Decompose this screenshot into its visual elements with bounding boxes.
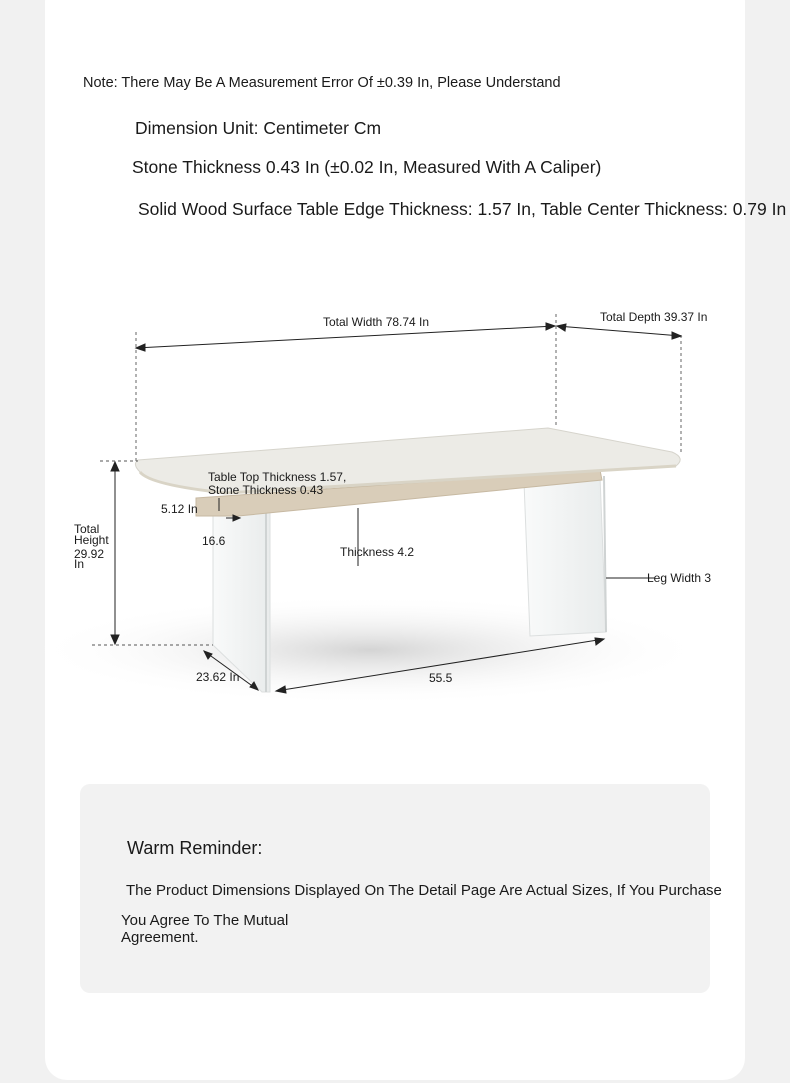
reminder-text-line-3: Agreement. (121, 929, 199, 946)
top-thickness-label-2: Stone Thickness 0.43 (208, 483, 324, 497)
reminder-title: Warm Reminder: (127, 838, 263, 858)
dimension-unit: Dimension Unit: Centimeter Cm (135, 118, 382, 138)
top-thickness-label-1: Table Top Thickness 1.57, (208, 470, 347, 484)
table-dimension-diagram (0, 280, 790, 740)
total-depth-label: Total Depth 39.37 In (600, 310, 708, 324)
inset-label: 16.6 (202, 534, 226, 548)
right-leg (524, 476, 606, 636)
measurement-note: Note: There May Be A Measurement Error Of ±0.39 In, Please Understand (83, 75, 561, 91)
leg-depth-label: 23.62 In (196, 670, 240, 684)
reminder-text-line-2: You Agree To The Mutual (121, 912, 289, 929)
leg-thickness-label: Thickness 4.2 (340, 545, 415, 559)
total-height-label-3: 29.92 (74, 547, 105, 561)
total-height-label-2: Height (74, 533, 109, 547)
total-height-label-1: Total (74, 522, 100, 536)
leg-width-label: Leg Width 3 (647, 571, 712, 585)
total-height-label-4: In (74, 557, 85, 571)
leg-span-label: 55.5 (429, 671, 453, 685)
total-width-label: Total Width 78.74 In (323, 315, 430, 329)
reminder-text-line-1: The Product Dimensions Displayed On The Detail Page Are Actual Sizes, If You Purchase (126, 882, 722, 899)
apron-height-label: 5.12 In (161, 502, 198, 516)
wood-thickness: Solid Wood Surface Table Edge Thickness: 1.57 In, Table Center Thickness: 0.79 In (138, 199, 787, 219)
floor-shadow (30, 595, 710, 705)
stone-thickness: Stone Thickness 0.43 In (±0.02 In, Measured With A Caliper) (132, 157, 602, 177)
